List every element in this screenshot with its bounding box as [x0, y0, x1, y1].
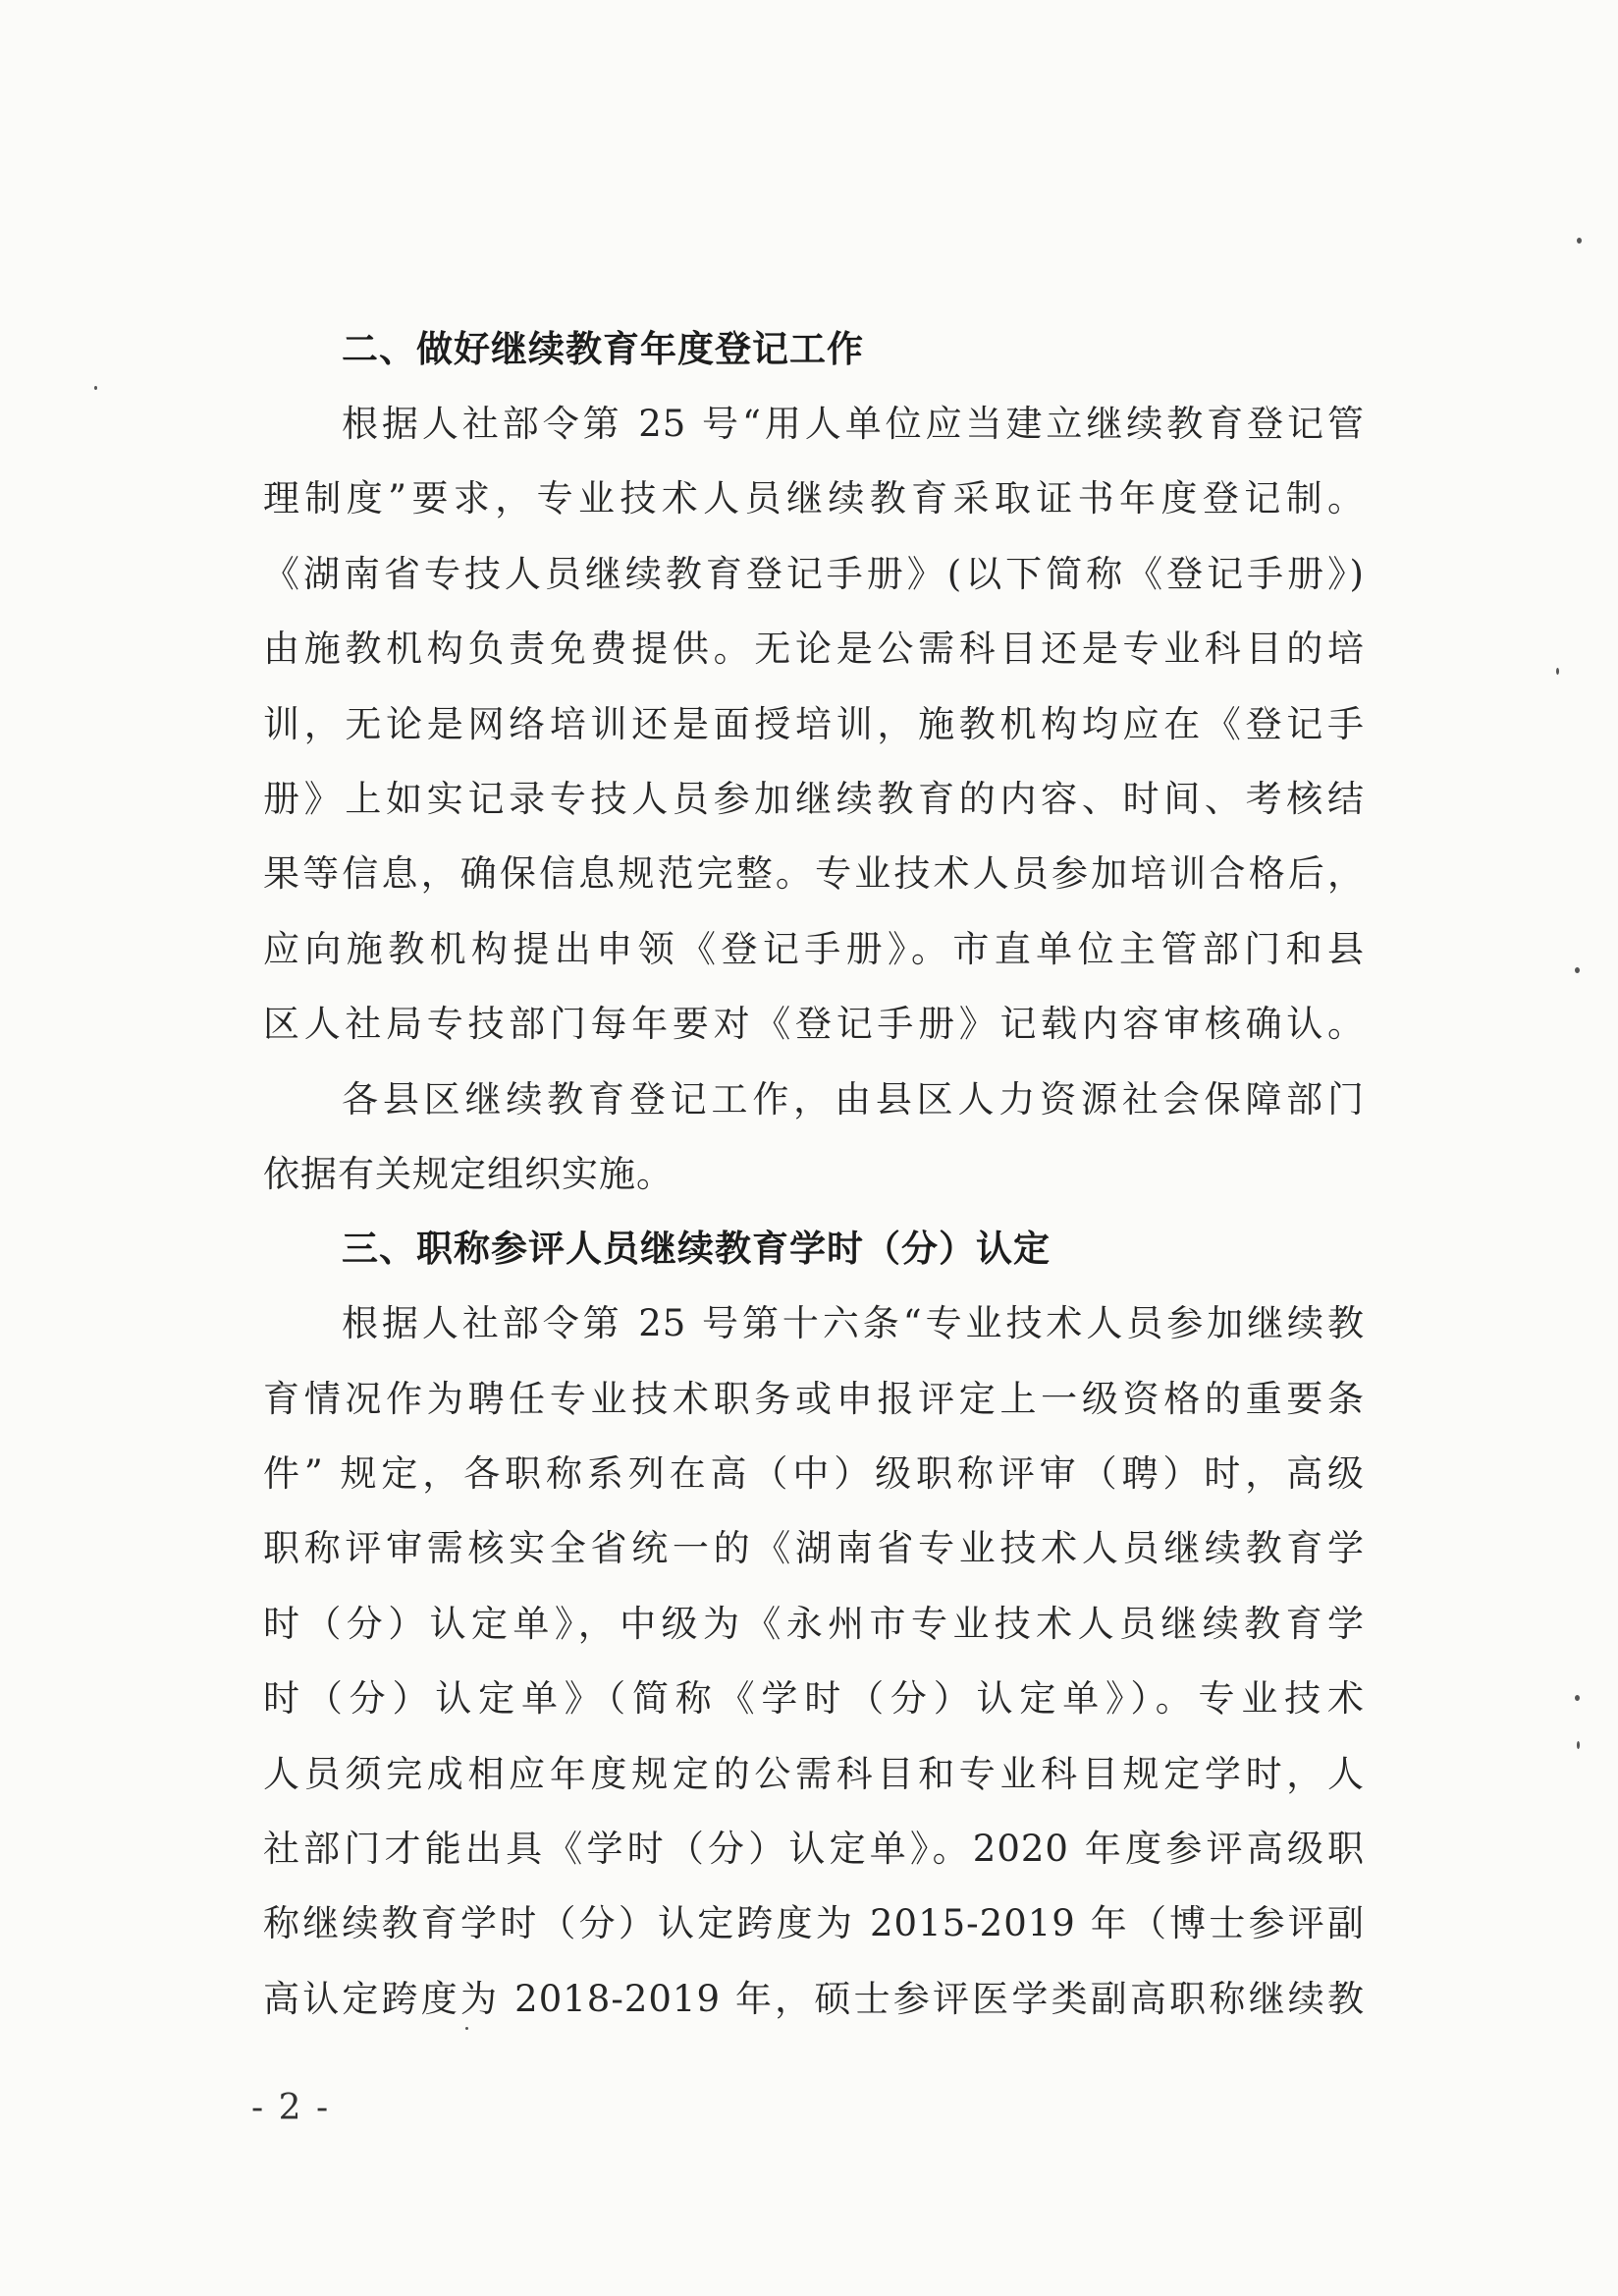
text-line: 依据有关规定组织实施。 — [263, 1152, 674, 1195]
text-line: 由施教机构负责免费提供。无论是公需科目还是专业科目的培 — [263, 628, 1365, 671]
scan-speck — [465, 2027, 468, 2030]
section-3-paragraph-1 — [263, 1286, 1365, 2037]
text-line: 理制度”要求，专业技术人员继续教育采取证书年度登记制。 — [263, 477, 1365, 520]
section-2-heading: 二、做好继续教育年度登记工作 — [342, 328, 864, 370]
text-line: 时（分）认定单》，中级为《永州市专业技术人员继续教育学 — [263, 1602, 1365, 1645]
scan-speck — [1577, 238, 1582, 244]
page-number: - 2 - — [251, 2088, 331, 2128]
scan-speck — [94, 386, 97, 390]
text-line: 区人社局专技部门每年要对《登记手册》记载内容审核确认。 — [263, 1003, 1365, 1046]
scan-speck — [1575, 1695, 1580, 1701]
text-line: 人员须完成相应年度规定的公需科目和专业科目规定学时，人 — [263, 1752, 1365, 1795]
text-line: 各县区继续教育登记工作，由县区人力资源社会保障部门 — [342, 1077, 1365, 1121]
text-line: 根据人社部令第 25 号“用人单位应当建立继续教育登记管 — [342, 403, 1365, 445]
text-line: 称继续教育学时（分）认定跨度为 2015-2019 年（博士参评副 — [263, 1902, 1365, 1945]
section-2-paragraph-1 — [263, 387, 1365, 1063]
document-body — [263, 312, 1365, 2037]
text-line: 育情况作为聘任专业技术职务或申报评定上一级资格的重要条 — [263, 1377, 1365, 1420]
text-line: 职称评审需核实全省统一的《湖南省专业技术人员继续教育学 — [263, 1527, 1365, 1570]
scan-speck — [1556, 668, 1559, 675]
scan-speck — [1575, 967, 1580, 973]
scan-speck — [1577, 1741, 1580, 1749]
text-line: 件” 规定，各职称系列在高（中）级职称评审（聘）时，高级 — [263, 1452, 1365, 1496]
section-2-paragraph-2 — [263, 1063, 1365, 1213]
text-line: 高认定跨度为 2018-2019 年，硕士参评医学类副高职称继续教 — [263, 1977, 1365, 2020]
text-line: 《湖南省专技人员继续教育登记手册》(以下简称《登记手册》) — [263, 552, 1365, 595]
text-line: 应向施教机构提出申领《登记手册》。市直单位主管部门和县 — [263, 927, 1365, 970]
text-line: 社部门才能出具《学时（分）认定单》。2020 年度参评高级职 — [263, 1828, 1365, 1871]
text-line: 果等信息，确保信息规范完整。专业技术人员参加培训合格后， — [263, 852, 1365, 896]
text-line: 训，无论是网络培训还是面授培训，施教机构均应在《登记手 — [263, 702, 1365, 745]
text-line: 时（分）认定单》（简称《学时（分）认定单》）。专业技术 — [263, 1677, 1365, 1721]
section-3-heading: 三、职称参评人员继续教育学时（分）认定 — [342, 1228, 1051, 1271]
text-line: 册》上如实记录专技人员参加继续教育的内容、时间、考核结 — [263, 777, 1365, 820]
text-line: 根据人社部令第 25 号第十六条“专业技术人员参加继续教 — [342, 1302, 1365, 1345]
